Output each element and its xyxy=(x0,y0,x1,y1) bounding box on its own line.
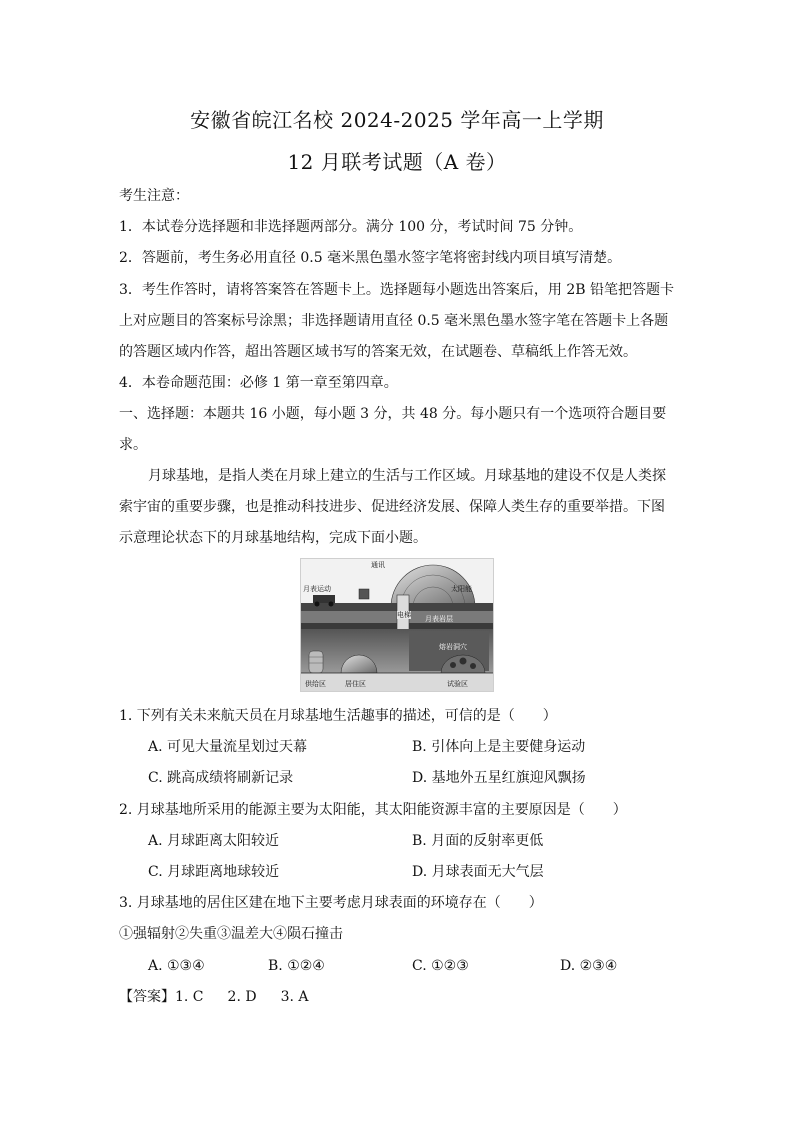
passage-line-1: 月球基地，是指人类在月球上建立的生活与工作区域。月球基地的建设不仅是人类探 xyxy=(148,468,666,484)
figure-label-lunar-soil: 月表岩层 xyxy=(425,615,453,623)
question-1-option-b: B. 引体向上是主要健身运动 xyxy=(412,739,586,755)
question-1-stem: 1. 下列有关未来航天员在月球基地生活趣事的描述，可信的是（ ） xyxy=(119,708,557,724)
answer-label: 【答案】 xyxy=(119,989,175,1005)
question-3-option-a: A. ①③④ xyxy=(148,958,205,974)
question-2-option-b: B. 月面的反射率更低 xyxy=(412,833,544,849)
answer-1: 1. C xyxy=(175,989,204,1005)
exam-subtitle: 12 月联考试题（A 卷） xyxy=(287,150,507,174)
figure-label-lava-tube: 熔岩洞穴 xyxy=(439,643,467,651)
question-3-option-b: B. ①②④ xyxy=(268,958,325,974)
section-heading-line-2: 求。 xyxy=(119,437,147,453)
figure-label-supply: 供给区 xyxy=(305,680,326,688)
question-1-option-c: C. 跳高成绩将刷新记录 xyxy=(148,770,294,786)
answer-2: 2. D xyxy=(227,989,257,1005)
question-3-sub-statements: ①强辐射②失重③温差大④陨石撞击 xyxy=(119,926,343,942)
exam-title: 安徽省皖江名校 2024-2025 学年高一上学期 xyxy=(190,108,604,132)
lunar-base-figure xyxy=(300,558,494,692)
question-3-option-d: D. ②③④ xyxy=(560,958,618,974)
notice-item-2: 2．答题前，考生务必用直径 0.5 毫米黑色墨水签字笔将密封线内项目填写清楚。 xyxy=(119,250,622,266)
question-2-option-a: A. 月球距离太阳较近 xyxy=(148,833,280,849)
section-heading-line-1: 一、选择题：本题共 16 小题，每小题 3 分，共 48 分。每小题只有一个选项符合题目要 xyxy=(119,406,667,422)
passage-line-3: 示意理论状态下的月球基地结构，完成下面小题。 xyxy=(119,530,427,546)
notice-heading: 考生注意： xyxy=(119,188,189,204)
question-2-option-d: D. 月球表面无大气层 xyxy=(412,864,544,880)
answer-3: 3. A xyxy=(280,989,309,1005)
notice-item-3-line-1: 3．考生作答时，请将答案答在答题卡上。选择题每小题选出答案后，用 2B 铅笔把答题卡 xyxy=(119,282,675,298)
question-2-stem: 2. 月球基地所采用的能源主要为太阳能，其太阳能资源丰富的主要原因是（ ） xyxy=(119,802,627,818)
question-1-option-a: A. 可见大量流星划过天幕 xyxy=(148,739,308,755)
lunar-base-illustration xyxy=(301,559,493,691)
figure-label-comm: 通讯 xyxy=(371,561,385,569)
figure-label-elevator: 电梯 xyxy=(397,611,411,619)
notice-item-3-line-3: 的答题区域内作答，超出答题区域书写的答案无效，在试题卷、草稿纸上作答无效。 xyxy=(119,344,637,360)
figure-label-rover: 月表运动 xyxy=(303,585,331,593)
figure-label-residential: 居住区 xyxy=(345,680,366,688)
question-3-option-c: C. ①②③ xyxy=(412,958,469,974)
notice-item-4: 4．本卷命题范围：必修 1 第一章至第四章。 xyxy=(119,375,398,391)
question-1-option-d: D. 基地外五星红旗迎风飘扬 xyxy=(412,770,586,786)
notice-item-3-line-2: 上对应题目的答案标号涂黑；非选择题请用直径 0.5 毫米黑色墨水签字笔在答题卡上各题 xyxy=(119,313,669,329)
passage-line-2: 索宇宙的重要步骤，也是推动科技进步、促进经济发展、保障人类生存的重要举措。下图 xyxy=(119,499,665,515)
question-3-stem: 3. 月球基地的居住区建在地下主要考虑月球表面的环境存在（ ） xyxy=(119,895,543,911)
question-2-option-c: C. 月球距离地球较近 xyxy=(148,864,280,880)
figure-label-test: 试验区 xyxy=(447,680,468,688)
figure-label-solar: 太阳能 xyxy=(451,585,472,593)
answer-line xyxy=(119,988,309,1006)
notice-item-1: 1．本试卷分选择题和非选择题两部分。满分 100 分，考试时间 75 分钟。 xyxy=(119,219,583,235)
